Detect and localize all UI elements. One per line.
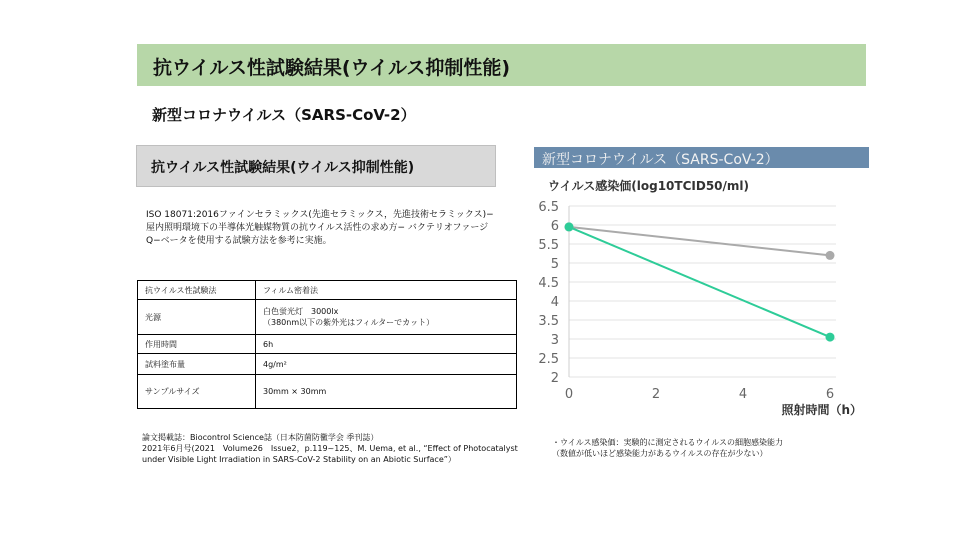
- data-point-series-1: [826, 251, 835, 260]
- table-row: [138, 281, 517, 300]
- page-title: 抗ウイルス性試験結果(ウイルス抑制性能): [153, 57, 511, 79]
- x-tick-label: 2: [651, 387, 661, 402]
- reference-text: [142, 432, 522, 465]
- table-cell-label: 光源: [138, 300, 256, 335]
- table-cell-label: 抗ウイルス性試験法: [138, 281, 256, 300]
- y-tick-label: 2.5: [538, 352, 559, 367]
- y-tick-label: 3.5: [538, 314, 559, 329]
- x-axis-title: 照射時間（h）: [781, 403, 862, 417]
- data-point-series-2: [826, 333, 835, 342]
- section-title: 抗ウイルス性試験結果(ウイルス抑制性能): [151, 160, 415, 176]
- section-header: [136, 145, 496, 187]
- table-row: [138, 300, 517, 335]
- y-tick-label: 5.5: [538, 238, 559, 253]
- x-tick-label: 0: [564, 387, 574, 402]
- data-point-series-2: [565, 222, 574, 231]
- y-axis-title: ウイルス感染価(log10TCID50/ml): [548, 179, 750, 193]
- light-source-value: 白色蛍光灯 3000lx: [263, 307, 339, 316]
- y-tick-label: 3: [550, 333, 559, 348]
- footnote-line: （数値が低いほど感染能力があるウイルスの存在が少ない）: [552, 449, 768, 458]
- title-banner: [137, 44, 866, 86]
- x-tick-label: 6: [825, 387, 835, 402]
- virus-subtitle: 新型コロナウイルス（SARS-CoV-2）: [152, 106, 416, 124]
- table-cell-label: サンプルサイズ: [138, 375, 256, 409]
- virus-infectivity-chart: [530, 170, 870, 425]
- series-line-1: [569, 227, 830, 256]
- table-row: [138, 375, 517, 409]
- y-tick-label: 2: [550, 371, 559, 386]
- reference-line: 2021年6月号(2021 Volume26 Issue2，p.119~125、M. Uema, et al., “Effect of Photocatalyst: [142, 444, 518, 453]
- test-conditions-table: [137, 280, 517, 409]
- reference-line: 論文掲載誌：Biocontrol Science誌（日本防菌防黴学会 季刊誌）: [142, 433, 379, 442]
- chart-title: 新型コロナウイルス（SARS-CoV-2）: [542, 152, 779, 168]
- table-row: [138, 354, 517, 375]
- y-tick-label: 5: [550, 257, 559, 272]
- table-cell-value: 30mm × 30mm: [256, 375, 517, 409]
- table-cell-label: 作用時間: [138, 335, 256, 354]
- chart-header: [534, 147, 869, 168]
- light-source-note: （380nm以下の紫外光はフィルターでカット）: [263, 318, 435, 327]
- y-tick-label: 4.5: [538, 276, 559, 291]
- reference-line: under Visible Light Irradiation in SARS-CoV-2 Stability on an Abiotic Surface”）: [142, 455, 456, 464]
- table-cell-label: 試料塗布量: [138, 354, 256, 375]
- y-tick-label: 4: [550, 295, 559, 310]
- x-tick-label: 4: [738, 387, 748, 402]
- table-cell-value: 6h: [256, 335, 517, 354]
- table-cell-value: [256, 300, 517, 335]
- footnote: [552, 437, 783, 459]
- y-tick-label: 6.5: [538, 200, 559, 215]
- table-row: [138, 335, 517, 354]
- table-cell-value: 4g/m²: [256, 354, 517, 375]
- y-tick-label: 6: [550, 219, 559, 234]
- test-method-text: ISO 18071:2016ファインセラミックス(先進セラミックス，先進技術セラミックス)− 屋内照明環境下の半導体光触媒物質の抗ウイルス活性の求め方− バクテリオファージ Q−ベータを使用する試験方法を参考に実施。: [146, 210, 494, 246]
- table-cell-value: フィルム密着法: [256, 281, 517, 300]
- footnote-line: ・ウイルス感染価：実験的に測定されるウイルスの細胞感染能力: [552, 438, 784, 447]
